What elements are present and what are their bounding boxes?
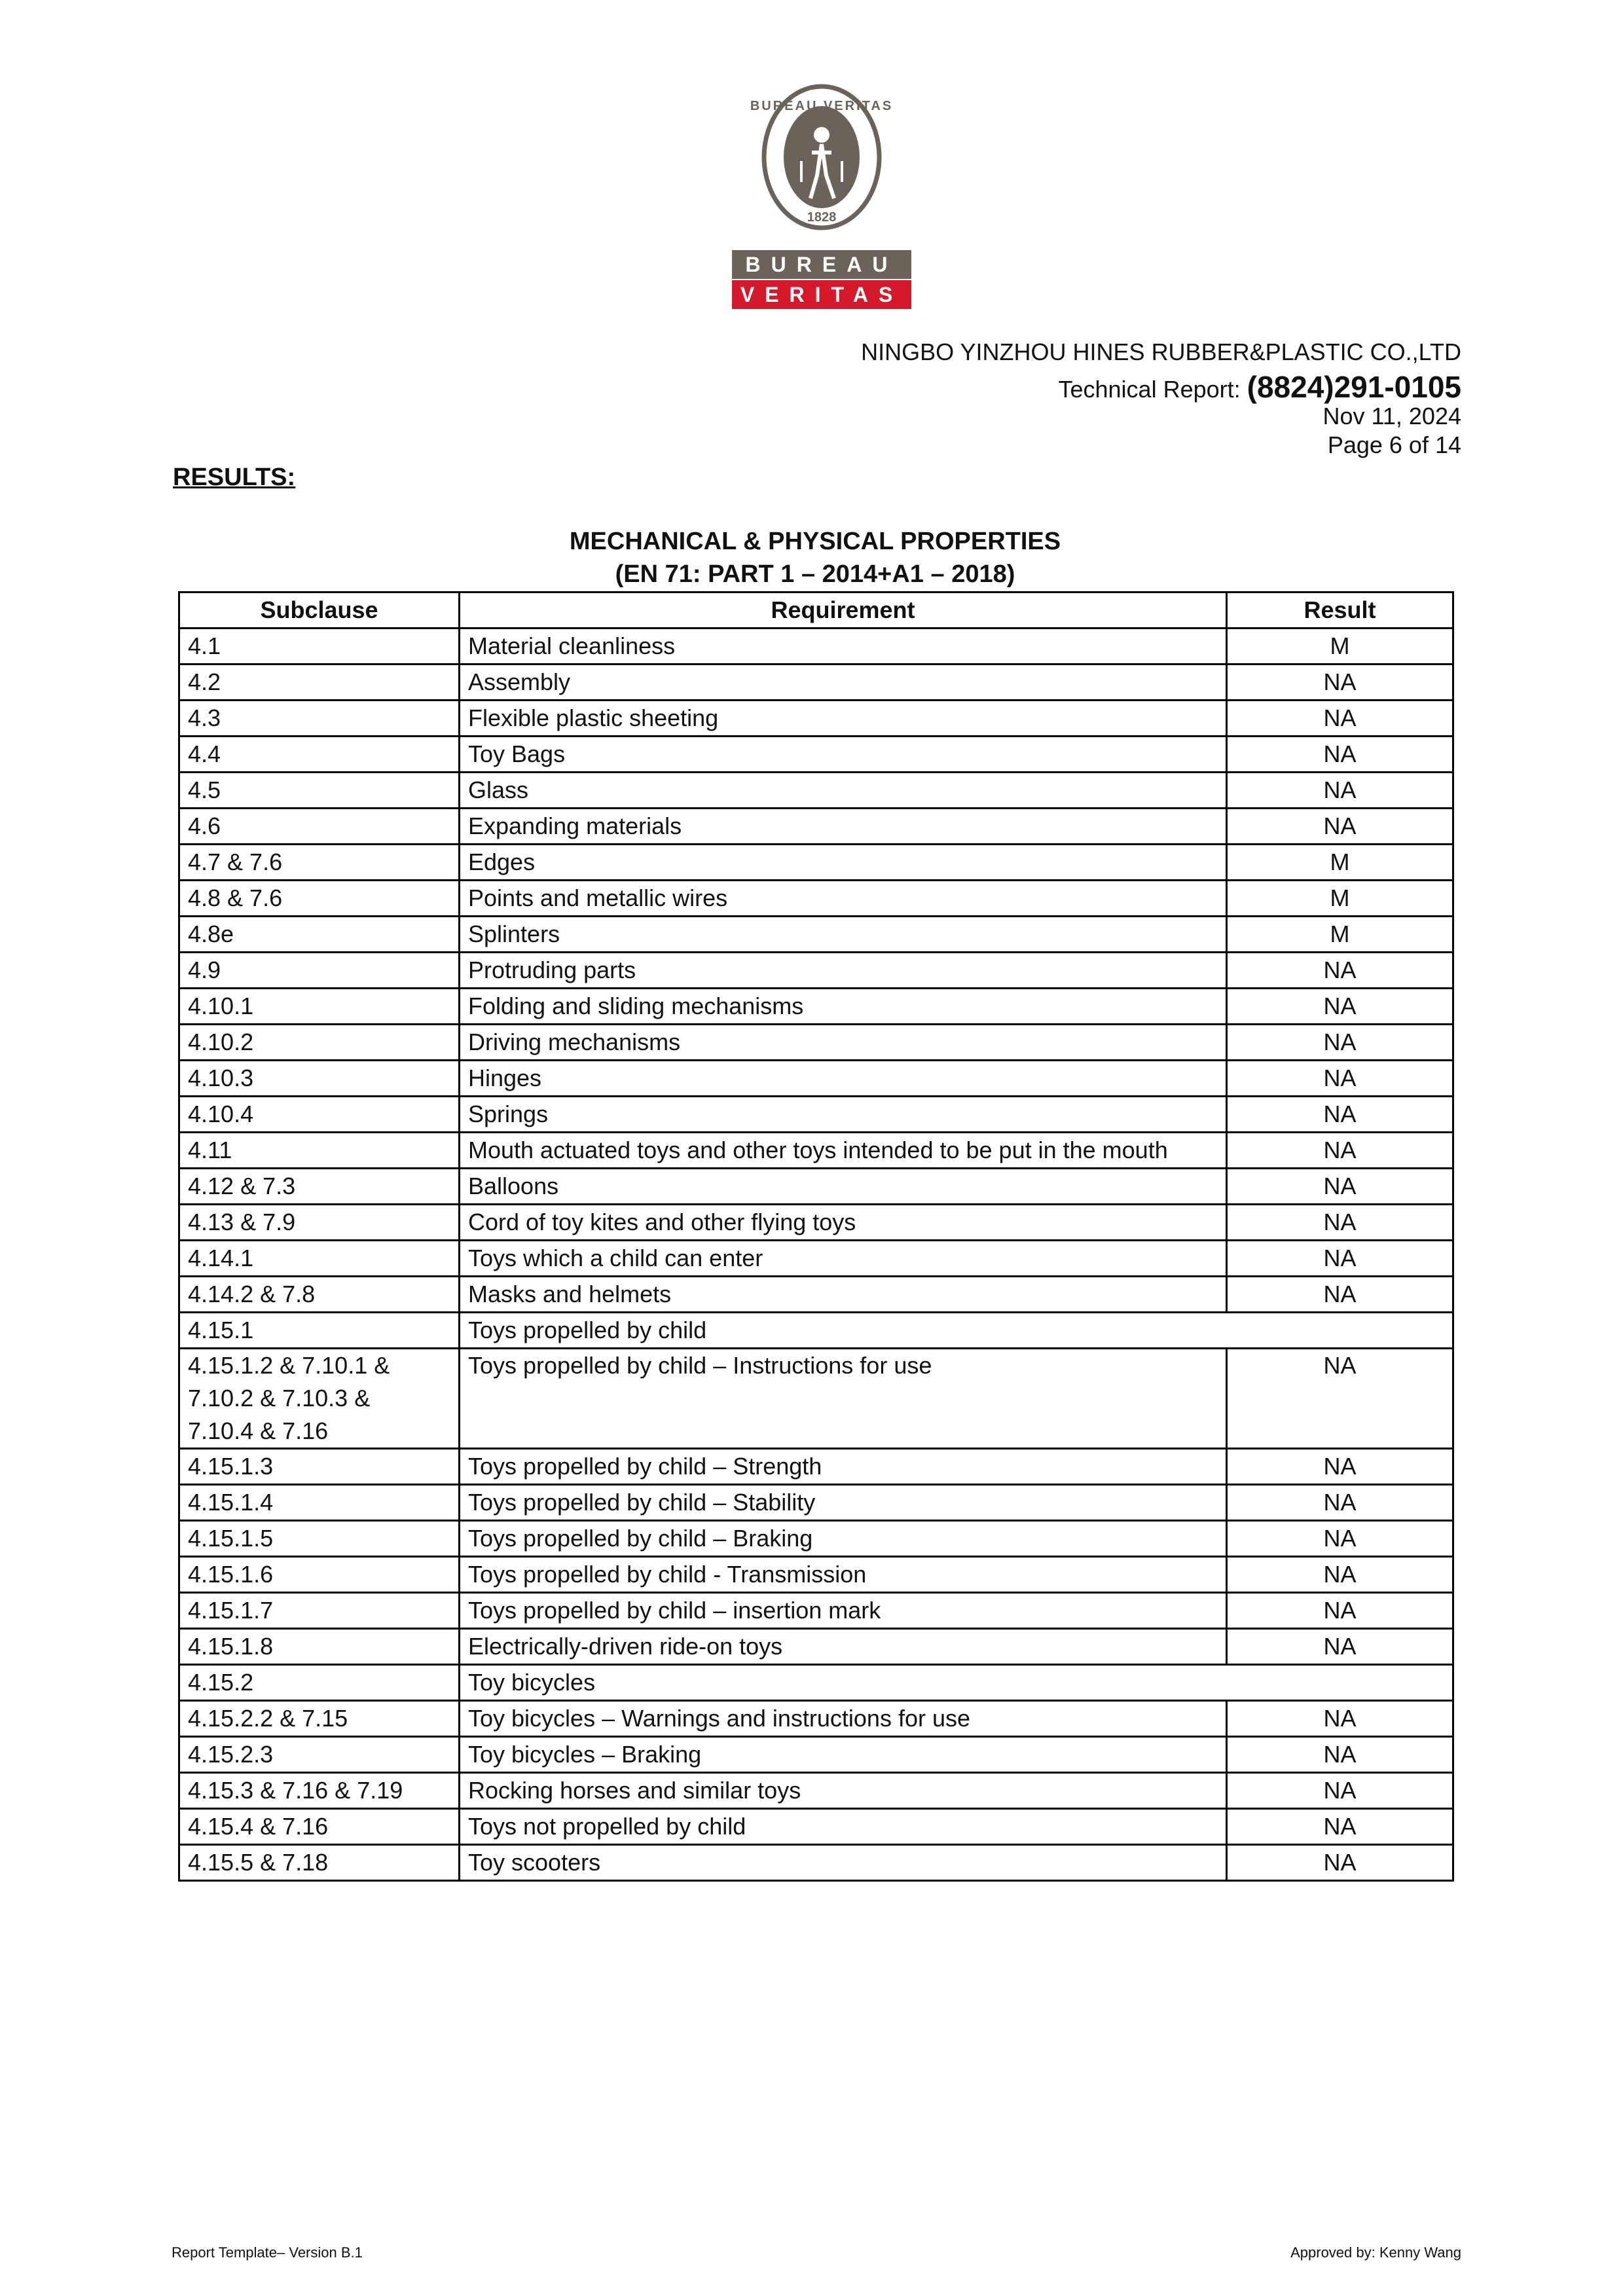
cell-result: M bbox=[1227, 845, 1453, 881]
cell-requirement: Driving mechanisms bbox=[460, 1025, 1227, 1061]
svg-text:1828: 1828 bbox=[807, 210, 837, 225]
report-line bbox=[1058, 372, 1461, 402]
cell-result: NA bbox=[1227, 1349, 1453, 1449]
cell-result: NA bbox=[1227, 953, 1453, 989]
results-heading: RESULTS: bbox=[173, 464, 296, 491]
cell-result: M bbox=[1227, 917, 1453, 953]
cell-result: NA bbox=[1227, 1701, 1453, 1737]
footer-template-version: Report Template– Version B.1 bbox=[172, 2244, 363, 2261]
table-row bbox=[179, 1097, 1453, 1133]
cell-requirement: Splinters bbox=[460, 917, 1227, 953]
company-name: NINGBO YINZHOU HINES RUBBER&PLASTIC CO.,LTD bbox=[861, 338, 1461, 365]
cell-subclause: 4.15.1.7 bbox=[179, 1593, 460, 1629]
cell-subclause: 4.5 bbox=[179, 773, 460, 809]
page-number: Page 6 of 14 bbox=[1327, 431, 1461, 458]
table-row bbox=[179, 881, 1453, 917]
cell-subclause: 4.15.1.6 bbox=[179, 1557, 460, 1593]
report-label: Technical Report: bbox=[1058, 376, 1247, 403]
cell-result: M bbox=[1227, 629, 1453, 665]
cell-subclause: 4.4 bbox=[179, 737, 460, 773]
cell-result: NA bbox=[1227, 1449, 1453, 1485]
cell-requirement: Material cleanliness bbox=[460, 629, 1227, 665]
cell-subclause: 4.15.2.3 bbox=[179, 1737, 460, 1773]
cell-result: NA bbox=[1227, 1169, 1453, 1205]
table-header-row bbox=[179, 592, 1453, 629]
cell-subclause: 4.10.3 bbox=[179, 1061, 460, 1097]
bureau-veritas-logo bbox=[732, 84, 911, 310]
section-title: MECHANICAL & PHYSICAL PROPERTIES bbox=[569, 528, 1061, 555]
cell-result: NA bbox=[1227, 1809, 1453, 1845]
table-row bbox=[179, 1449, 1453, 1485]
section-standard: (EN 71: PART 1 – 2014+A1 – 2018) bbox=[615, 560, 1015, 588]
cell-requirement: Protruding parts bbox=[460, 953, 1227, 989]
table-row bbox=[179, 1205, 1453, 1241]
table-row bbox=[179, 1313, 1453, 1349]
column-header-result: Result bbox=[1227, 592, 1453, 629]
cell-requirement: Flexible plastic sheeting bbox=[460, 701, 1227, 737]
cell-subclause: 4.15.1.3 bbox=[179, 1449, 460, 1485]
subclause-line: 4.15.1.2 & 7.10.1 & bbox=[188, 1352, 390, 1379]
footer-approved-by: Approved by: Kenny Wang bbox=[1290, 2244, 1461, 2261]
cell-subclause: 4.15.5 & 7.18 bbox=[179, 1845, 460, 1881]
table-row bbox=[179, 737, 1453, 773]
cell-result: NA bbox=[1227, 1485, 1453, 1521]
cell-subclause: 4.12 & 7.3 bbox=[179, 1169, 460, 1205]
cell-result: NA bbox=[1227, 1737, 1453, 1773]
table-row bbox=[179, 1737, 1453, 1773]
table-row bbox=[179, 701, 1453, 737]
cell-requirement: Toy scooters bbox=[460, 1845, 1227, 1881]
table-row bbox=[179, 1773, 1453, 1809]
cell-subclause: 4.14.1 bbox=[179, 1241, 460, 1277]
cell-result: NA bbox=[1227, 737, 1453, 773]
cell-requirement: Toys propelled by child – Strength bbox=[460, 1449, 1227, 1485]
cell-subclause: 4.13 & 7.9 bbox=[179, 1205, 460, 1241]
cell-requirement: Cord of toy kites and other flying toys bbox=[460, 1205, 1227, 1241]
cell-result: NA bbox=[1227, 1277, 1453, 1313]
table-row bbox=[179, 1025, 1453, 1061]
cell-requirement: Edges bbox=[460, 845, 1227, 881]
table-row bbox=[179, 629, 1453, 665]
cell-requirement: Springs bbox=[460, 1097, 1227, 1133]
cell-subclause: 4.15.4 & 7.16 bbox=[179, 1809, 460, 1845]
cell-result: NA bbox=[1227, 1557, 1453, 1593]
cell-requirement: Hinges bbox=[460, 1061, 1227, 1097]
cell-result: NA bbox=[1227, 665, 1453, 701]
results-table bbox=[178, 591, 1454, 1882]
cell-subclause: 4.10.1 bbox=[179, 989, 460, 1025]
cell-subclause: 4.15.1.8 bbox=[179, 1629, 460, 1665]
cell-requirement: Toys not propelled by child bbox=[460, 1809, 1227, 1845]
table-row bbox=[179, 1701, 1453, 1737]
cell-requirement: Toy bicycles – Warnings and instructions for use bbox=[460, 1701, 1227, 1737]
cell-result: NA bbox=[1227, 989, 1453, 1025]
cell-requirement: Balloons bbox=[460, 1169, 1227, 1205]
table-row bbox=[179, 1845, 1453, 1881]
cell-subclause: 4.15.1.4 bbox=[179, 1485, 460, 1521]
cell-requirement: Toys propelled by child – Braking bbox=[460, 1521, 1227, 1557]
cell-subclause: 4.11 bbox=[179, 1133, 460, 1169]
cell-result: NA bbox=[1227, 1593, 1453, 1629]
report-date: Nov 11, 2024 bbox=[1322, 403, 1461, 429]
table-row bbox=[179, 1169, 1453, 1205]
table-row bbox=[179, 1593, 1453, 1629]
cell-requirement: Toys propelled by child – Stability bbox=[460, 1485, 1227, 1521]
table-row bbox=[179, 1557, 1453, 1593]
subclause-line: 7.10.2 & 7.10.3 & bbox=[188, 1385, 371, 1412]
cell-result: NA bbox=[1227, 1629, 1453, 1665]
cell-requirement: Toy bicycles – Braking bbox=[460, 1737, 1227, 1773]
column-header-requirement: Requirement bbox=[460, 592, 1227, 629]
cell-requirement: Toy bicycles bbox=[460, 1665, 1453, 1701]
cell-requirement: Toy Bags bbox=[460, 737, 1227, 773]
cell-requirement: Electrically-driven ride-on toys bbox=[460, 1629, 1227, 1665]
cell-result: NA bbox=[1227, 1097, 1453, 1133]
svg-text:VERITAS: VERITAS bbox=[740, 283, 903, 306]
report-number: (8824)291-0105 bbox=[1247, 370, 1461, 404]
table-row bbox=[179, 1809, 1453, 1845]
cell-requirement: Points and metallic wires bbox=[460, 881, 1227, 917]
cell-subclause: 4.3 bbox=[179, 701, 460, 737]
cell-result: M bbox=[1227, 881, 1453, 917]
cell-requirement: Glass bbox=[460, 773, 1227, 809]
cell-subclause: 4.15.2 bbox=[179, 1665, 460, 1701]
cell-requirement: Toys propelled by child - Transmission bbox=[460, 1557, 1227, 1593]
cell-result: NA bbox=[1227, 1521, 1453, 1557]
cell-subclause: 4.15.1 bbox=[179, 1313, 460, 1349]
cell-requirement: Toys propelled by child – Instructions for use bbox=[460, 1349, 1227, 1449]
table-row bbox=[179, 1241, 1453, 1277]
cell-subclause: 4.9 bbox=[179, 953, 460, 989]
cell-requirement: Folding and sliding mechanisms bbox=[460, 989, 1227, 1025]
cell-result: NA bbox=[1227, 1061, 1453, 1097]
table-row bbox=[179, 1133, 1453, 1169]
cell-result: NA bbox=[1227, 1773, 1453, 1809]
table-row bbox=[179, 665, 1453, 701]
cell-subclause: 4.15.2.2 & 7.15 bbox=[179, 1701, 460, 1737]
cell-subclause: 4.2 bbox=[179, 665, 460, 701]
column-header-subclause: Subclause bbox=[179, 592, 460, 629]
cell-result: NA bbox=[1227, 1241, 1453, 1277]
cell-result: NA bbox=[1227, 1133, 1453, 1169]
cell-requirement: Masks and helmets bbox=[460, 1277, 1227, 1313]
cell-subclause: 4.14.2 & 7.8 bbox=[179, 1277, 460, 1313]
svg-text:BUREAU VERITAS: BUREAU VERITAS bbox=[750, 99, 894, 113]
cell-requirement: Assembly bbox=[460, 665, 1227, 701]
cell-subclause: 4.8e bbox=[179, 917, 460, 953]
table-body bbox=[179, 629, 1453, 1881]
table-row bbox=[179, 1277, 1453, 1313]
subclause-line: 7.10.4 & 7.16 bbox=[188, 1417, 329, 1444]
table-row bbox=[179, 1665, 1453, 1701]
table-row bbox=[179, 1061, 1453, 1097]
table-row bbox=[179, 953, 1453, 989]
cell-subclause bbox=[179, 1349, 460, 1449]
cell-requirement: Rocking horses and similar toys bbox=[460, 1773, 1227, 1809]
table-row bbox=[179, 809, 1453, 845]
table-row bbox=[179, 773, 1453, 809]
cell-subclause: 4.8 & 7.6 bbox=[179, 881, 460, 917]
cell-requirement: Expanding materials bbox=[460, 809, 1227, 845]
cell-subclause: 4.15.1.5 bbox=[179, 1521, 460, 1557]
cell-subclause: 4.6 bbox=[179, 809, 460, 845]
table-row bbox=[179, 1485, 1453, 1521]
svg-text:BUREAU: BUREAU bbox=[745, 253, 898, 276]
table-row bbox=[179, 1521, 1453, 1557]
cell-result: NA bbox=[1227, 1205, 1453, 1241]
cell-result: NA bbox=[1227, 809, 1453, 845]
cell-requirement: Mouth actuated toys and other toys intended to be put in the mouth bbox=[460, 1133, 1227, 1169]
cell-result: NA bbox=[1227, 773, 1453, 809]
cell-result: NA bbox=[1227, 1025, 1453, 1061]
table-row bbox=[179, 1349, 1453, 1449]
table-row bbox=[179, 1629, 1453, 1665]
cell-requirement: Toys propelled by child – insertion mark bbox=[460, 1593, 1227, 1629]
table-row bbox=[179, 845, 1453, 881]
cell-subclause: 4.10.4 bbox=[179, 1097, 460, 1133]
table-row bbox=[179, 917, 1453, 953]
cell-subclause: 4.10.2 bbox=[179, 1025, 460, 1061]
cell-requirement: Toys propelled by child bbox=[460, 1313, 1453, 1349]
cell-result: NA bbox=[1227, 701, 1453, 737]
cell-subclause: 4.15.3 & 7.16 & 7.19 bbox=[179, 1773, 460, 1809]
cell-requirement: Toys which a child can enter bbox=[460, 1241, 1227, 1277]
cell-subclause: 4.7 & 7.6 bbox=[179, 845, 460, 881]
cell-subclause: 4.1 bbox=[179, 629, 460, 665]
table-row bbox=[179, 989, 1453, 1025]
cell-result: NA bbox=[1227, 1845, 1453, 1881]
